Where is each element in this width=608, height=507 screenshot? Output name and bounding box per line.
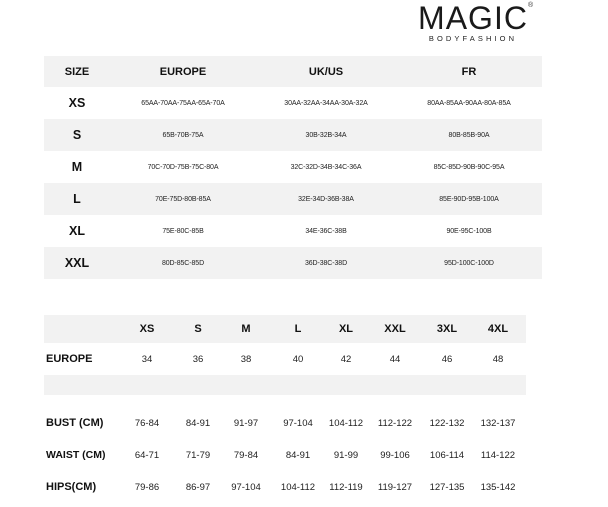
header-europe: EUROPE <box>110 56 256 87</box>
europe-size-value: 38 <box>240 353 252 365</box>
bust-value: 122-132 <box>429 417 465 429</box>
table-row <box>44 183 542 215</box>
header-size: M <box>222 315 270 343</box>
header-size: XXL <box>366 315 424 343</box>
table-row <box>44 247 542 279</box>
registered-mark: ® <box>528 2 534 9</box>
header-size: 3XL <box>424 315 470 343</box>
bust-value: 84-91 <box>185 417 211 429</box>
brand-name: MAGIC <box>418 0 528 36</box>
size-label: L <box>44 183 110 215</box>
table-row <box>44 407 526 439</box>
fr-value: 90E-95C-100B <box>446 227 492 235</box>
table-row <box>44 87 542 119</box>
hips-value: 86-97 <box>185 481 211 493</box>
table-row <box>44 119 542 151</box>
header-size: XL <box>326 315 366 343</box>
bust-value: 132-137 <box>480 417 516 429</box>
table-row <box>44 439 526 471</box>
header-blank <box>44 315 120 343</box>
header-size: XS <box>120 315 174 343</box>
europe-size-value: 36 <box>192 353 204 365</box>
europe-value: 75E-80C-85B <box>162 227 204 235</box>
europe-size-value: 40 <box>292 353 304 365</box>
table-row <box>44 343 526 375</box>
divider <box>44 375 526 395</box>
europe-size-value: 46 <box>441 353 453 365</box>
spacer-row <box>44 395 526 407</box>
bust-value: 97-104 <box>283 417 313 429</box>
waist-value: 64-71 <box>134 449 160 461</box>
ukus-value: 36D-38C-38D <box>256 247 396 279</box>
waist-value: 99-106 <box>380 449 410 461</box>
size-label: XL <box>69 224 85 238</box>
europe-value: 65B-70B-75A <box>110 119 256 151</box>
hips-value: 97-104 <box>231 481 261 493</box>
europe-value: 65AA-70AA-75AA-65A-70A <box>141 99 225 107</box>
measurement-table <box>44 315 526 503</box>
row-label: HIPS(CM) <box>46 481 97 493</box>
europe-value: 80D-85C-85D <box>110 247 256 279</box>
waist-value: 79-84 <box>233 449 259 461</box>
row-label: EUROPE <box>46 353 93 365</box>
ukus-value: 30AA-32AA-34AA-30A-32A <box>284 99 368 107</box>
size-conversion-table <box>44 56 542 279</box>
hips-value: 135-142 <box>480 481 516 493</box>
header-size: 4XL <box>470 315 526 343</box>
waist-value: 106-114 <box>429 449 465 461</box>
header-fr: FR <box>396 56 542 87</box>
table-header-row <box>44 315 526 343</box>
fr-value: 95D-100C-100D <box>396 247 542 279</box>
europe-size-value: 34 <box>141 353 153 365</box>
waist-value: 114-122 <box>480 449 516 461</box>
fr-value: 80B-85B-90A <box>396 119 542 151</box>
header-size: L <box>270 315 326 343</box>
brand-tagline: BODYFASHION <box>428 34 518 43</box>
waist-value: 91-99 <box>333 449 359 461</box>
bust-value: 104-112 <box>328 417 364 429</box>
hips-value: 104-112 <box>280 481 316 493</box>
row-label: WAIST (CM) <box>46 449 106 461</box>
row-label: BUST (CM) <box>46 417 104 429</box>
fr-value: 85C-85D-90B-90C-95A <box>433 163 505 171</box>
size-label: XS <box>68 96 86 110</box>
header-ukus: UK/US <box>256 56 396 87</box>
hips-value: 112-119 <box>329 481 363 493</box>
ukus-value: 34E-36C-38B <box>305 227 347 235</box>
waist-value: 71-79 <box>185 449 211 461</box>
spacer <box>44 395 526 407</box>
bust-value: 112-122 <box>377 417 413 429</box>
waist-value: 84-91 <box>285 449 311 461</box>
europe-size-value: 42 <box>340 353 352 365</box>
header-size: SIZE <box>44 56 110 87</box>
europe-value: 70C-70D-75B-75C-80A <box>147 163 219 171</box>
ukus-value: 30B-32B-34A <box>256 119 396 151</box>
hips-value: 127-135 <box>429 481 465 493</box>
ukus-value: 32C-32D-34B-34C-36A <box>290 163 362 171</box>
size-label: S <box>44 119 110 151</box>
divider-row <box>44 375 526 395</box>
table-row <box>44 471 526 503</box>
fr-value: 85E-90D-95B-100A <box>396 183 542 215</box>
ukus-value: 32E-34D-36B-38A <box>256 183 396 215</box>
europe-size-value: 44 <box>389 353 401 365</box>
hips-value: 79-86 <box>134 481 160 493</box>
hips-value: 119-127 <box>377 481 413 493</box>
table-row <box>44 151 542 183</box>
europe-value: 70E-75D-80B-85A <box>110 183 256 215</box>
header-size: S <box>174 315 222 343</box>
table-row <box>44 215 542 247</box>
brand-logo <box>408 2 538 44</box>
size-label: M <box>71 160 83 174</box>
bust-value: 91-97 <box>233 417 259 429</box>
table-header-row <box>44 56 542 87</box>
europe-size-value: 48 <box>492 353 504 365</box>
fr-value: 80AA-85AA-90AA-80A-85A <box>427 99 511 107</box>
bust-value: 76-84 <box>134 417 160 429</box>
size-label: XXL <box>44 247 110 279</box>
